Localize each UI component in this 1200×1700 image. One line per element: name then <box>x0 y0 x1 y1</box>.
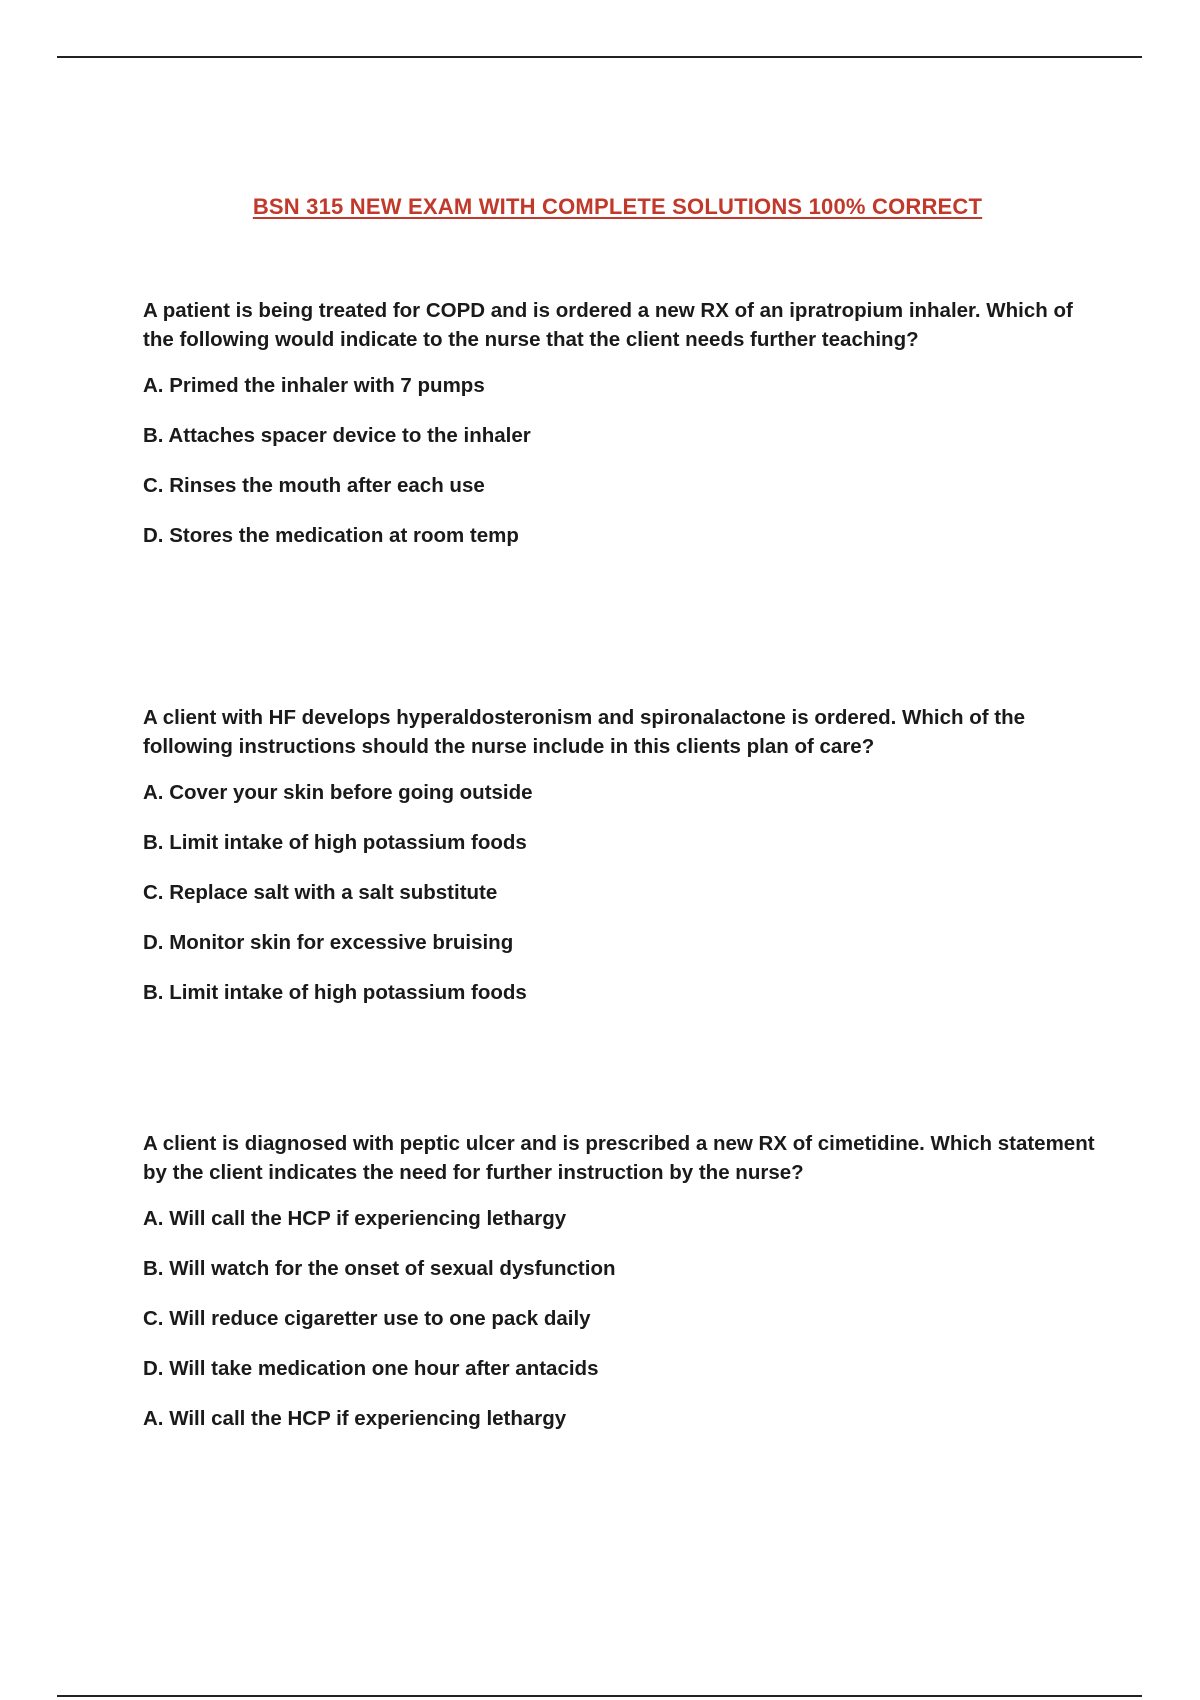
option-c: C. Rinses the mouth after each use <box>143 474 485 497</box>
document-title: BSN 315 NEW EXAM WITH COMPLETE SOLUTIONS 100% CORRECT <box>252 194 983 219</box>
option-c: C. Will reduce cigaretter use to one pack daily <box>143 1307 591 1330</box>
option-d: D. Stores the medication at room temp <box>143 524 519 547</box>
answer: A. Will call the HCP if experiencing lethargy <box>143 1407 567 1430</box>
option-c: C. Replace salt with a salt substitute <box>143 881 498 904</box>
question-1 <box>143 296 1098 571</box>
question-3 <box>143 1129 1098 1454</box>
option-a: A. Primed the inhaler with 7 pumps <box>143 374 485 397</box>
option-d: D. Will take medication one hour after antacids <box>143 1357 599 1380</box>
question-2 <box>143 703 1098 1028</box>
option-d: D. Monitor skin for excessive bruising <box>143 931 514 954</box>
question-stem: A client with HF develops hyperaldosteronism and spironalactone is ordered. Which of the following instructions should the nurse include in this clients plan of care? <box>143 706 1026 758</box>
option-a: A. Will call the HCP if experiencing lethargy <box>143 1207 567 1230</box>
bottom-divider <box>57 1695 1142 1697</box>
question-stem: A patient is being treated for COPD and is ordered a new RX of an ipratropium inhaler. Which of the following would indicate to the nurse that the client needs further teaching? <box>143 299 1073 351</box>
option-b: B. Will watch for the onset of sexual dysfunction <box>143 1257 616 1280</box>
question-stem: A client is diagnosed with peptic ulcer and is prescribed a new RX of cimetidine. Which statement by the client indicates the need for further instruction by the nurse? <box>143 1132 1095 1184</box>
option-b: B. Limit intake of high potassium foods <box>143 831 527 854</box>
option-b: B. Attaches spacer device to the inhaler <box>143 424 531 447</box>
option-a: A. Cover your skin before going outside <box>143 781 533 804</box>
top-divider <box>57 56 1142 58</box>
answer: B. Limit intake of high potassium foods <box>143 981 527 1004</box>
